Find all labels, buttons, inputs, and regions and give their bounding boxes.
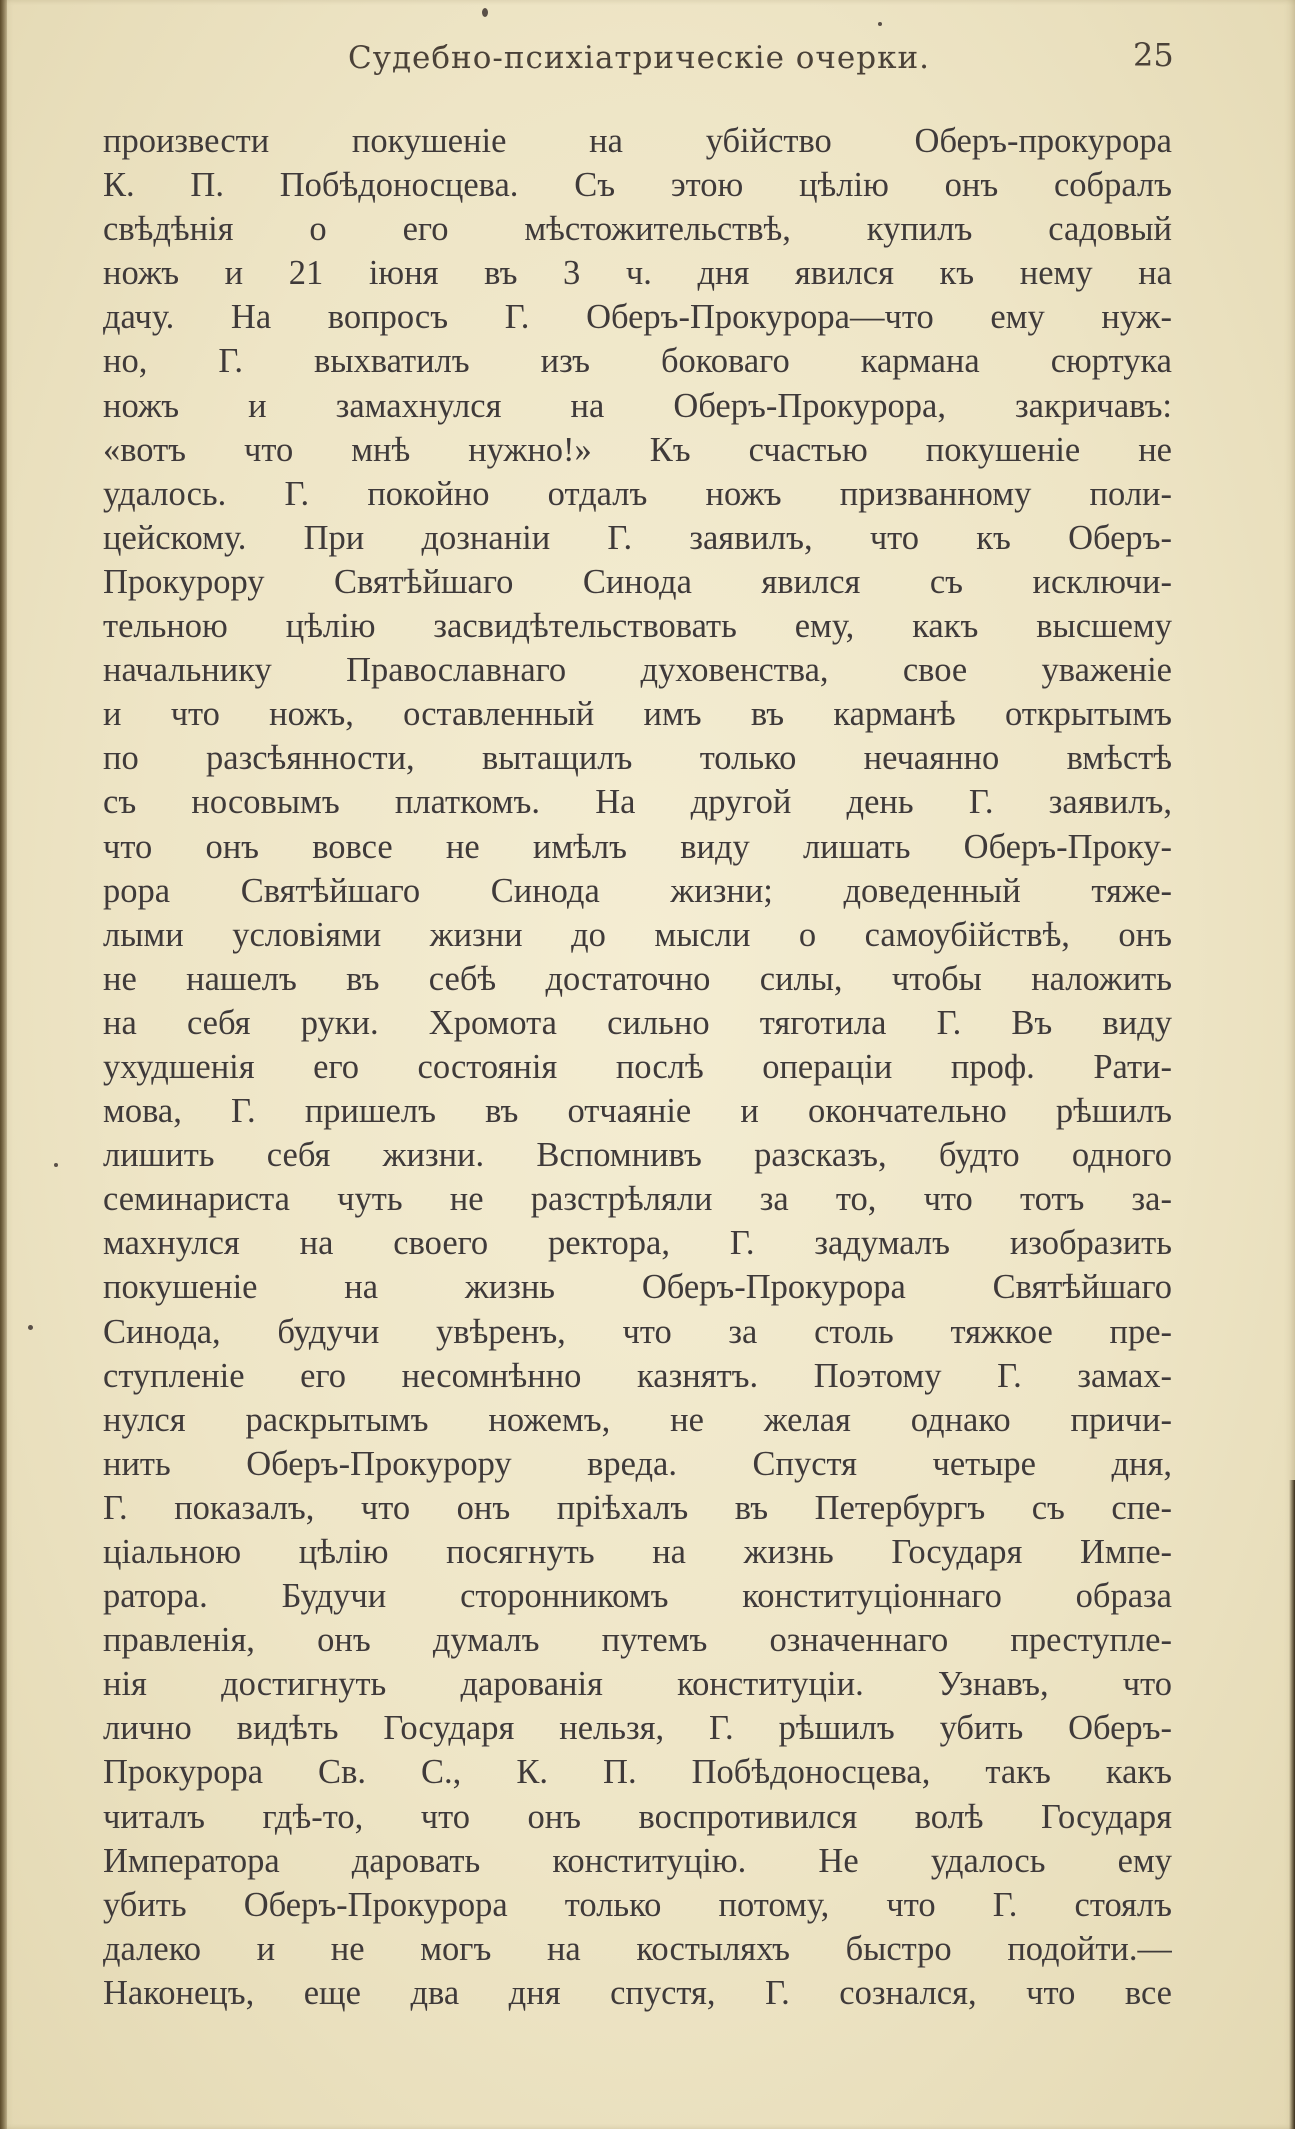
- running-title: Судебно-психіатрическіе очерки.: [348, 40, 931, 76]
- page-edge-shadow: [1289, 1480, 1295, 2129]
- text-line: нулся раскрытымъ ножемъ, не желая однако причи-: [103, 1400, 1172, 1439]
- print-speck: [482, 8, 488, 17]
- text-line: и что ножъ, оставленный имъ въ карманѣ открытымъ: [103, 695, 1172, 734]
- text-line: ратора. Будучи сторонникомъ конституціоннаго образа: [103, 1577, 1172, 1616]
- text-line: не нашелъ въ себѣ достаточно силы, чтобы наложить: [103, 959, 1172, 998]
- text-line: съ носовымъ платкомъ. На другой день Г. заявилъ,: [103, 783, 1172, 822]
- text-line: Императора даровать конституцію. Не удалось ему: [103, 1841, 1172, 1880]
- text-line: ножъ и замахнулся на Оберъ-Прокурора, закричавъ:: [103, 386, 1172, 425]
- text-line: Прокурору Святѣйшаго Синода явился съ исключи-: [103, 562, 1172, 601]
- text-line: мова, Г. пришелъ въ отчаяніе и окончательно рѣшилъ: [103, 1092, 1172, 1131]
- text-line: удалось. Г. покойно отдалъ ножъ призванному поли-: [103, 474, 1172, 513]
- text-line: ухудшенія его состоянія послѣ операціи проф. Рати-: [103, 1047, 1172, 1086]
- text-line: свѣдѣнія о его мѣстожительствѣ, купилъ садовый: [103, 210, 1172, 249]
- text-line: «вотъ что мнѣ нужно!» Къ счастью покушеніе не: [103, 430, 1172, 469]
- text-line: что онъ вовсе не имѣлъ виду лишать Оберъ-Проку-: [103, 827, 1172, 866]
- text-line: нія достигнуть дарованія конституціи. Узнавъ, что: [103, 1665, 1172, 1704]
- text-line: но, Г. выхватилъ изъ боковаго кармана сюртука: [103, 342, 1172, 381]
- text-line: на себя руки. Хромота сильно тяготила Г. Въ виду: [103, 1003, 1172, 1042]
- text-line: цейскому. При дознаніи Г. заявилъ, что къ Оберъ-: [103, 518, 1172, 557]
- body-text: [103, 119, 1172, 2015]
- text-line: К. П. Побѣдоносцева. Съ этою цѣлію онъ собралъ: [103, 166, 1172, 205]
- print-speck: [54, 1163, 58, 1167]
- text-line: читалъ гдѣ-то, что онъ воспротивился волѣ Государя: [103, 1797, 1172, 1836]
- text-line: начальнику Православнаго духовенства, свое уваженіе: [103, 651, 1172, 690]
- text-line: покушеніе на жизнь Оберъ-Прокурора Святѣйшаго: [103, 1268, 1172, 1307]
- text-line: произвести покушеніе на убійство Оберъ-прокурора: [103, 122, 1172, 160]
- text-line: лишить себя жизни. Вспомнивъ разсказъ, будто одного: [103, 1136, 1172, 1175]
- page-binding-shadow: [0, 0, 7, 2129]
- text-line: ступленіе его несомнѣнно казнятъ. Поэтому Г. замах-: [103, 1356, 1172, 1395]
- text-line: убить Оберъ-Прокурора только потому, что Г. стоялъ: [103, 1885, 1172, 1924]
- text-line: ножъ и 21 іюня въ 3 ч. дня явился къ нему на: [103, 254, 1172, 293]
- text-line: по разсѣянности, вытащилъ только нечаянно вмѣстѣ: [103, 739, 1172, 778]
- text-line: лыми условіями жизни до мысли о самоубійствѣ, онъ: [103, 915, 1172, 954]
- text-line: тельною цѣлію засвидѣтельствовать ему, какъ высшему: [103, 607, 1172, 646]
- page-number: 25: [1133, 36, 1174, 74]
- text-line: дачу. На вопросъ Г. Оберъ-Прокурора—что ему нуж-: [103, 298, 1172, 337]
- text-line: далеко и не могъ на костыляхъ быстро подойти.—: [103, 1929, 1172, 1968]
- page-header: [0, 36, 1295, 80]
- text-line: Наконецъ, еще два дня спустя, Г. сознался, что все: [103, 1973, 1172, 2012]
- text-line: Прокурора Св. С., К. П. Побѣдоносцева, такъ какъ: [103, 1753, 1172, 1792]
- text-line: лично видѣть Государя нельзя, Г. рѣшилъ убить Оберъ-: [103, 1709, 1172, 1748]
- print-speck: [878, 22, 882, 26]
- text-line: правленія, онъ думалъ путемъ означеннаго преступле-: [103, 1621, 1172, 1660]
- text-line: нить Оберъ-Прокурору вреда. Спустя четыре дня,: [103, 1444, 1172, 1483]
- text-line: Синода, будучи увѣренъ, что за столь тяжкое пре-: [103, 1312, 1172, 1351]
- text-line: ціальною цѣлію посягнуть на жизнь Государя Импе-: [103, 1533, 1172, 1571]
- print-speck: [28, 1325, 33, 1330]
- text-line: махнулся на своего ректора, Г. задумалъ изобразить: [103, 1224, 1172, 1263]
- text-line: семинариста чуть не разстрѣляли за то, что тотъ за-: [103, 1180, 1172, 1219]
- text-line: Г. показалъ, что онъ пріѣхалъ въ Петербургъ съ спе-: [103, 1488, 1172, 1527]
- text-line: рора Святѣйшаго Синода жизни; доведенный тяже-: [103, 871, 1172, 910]
